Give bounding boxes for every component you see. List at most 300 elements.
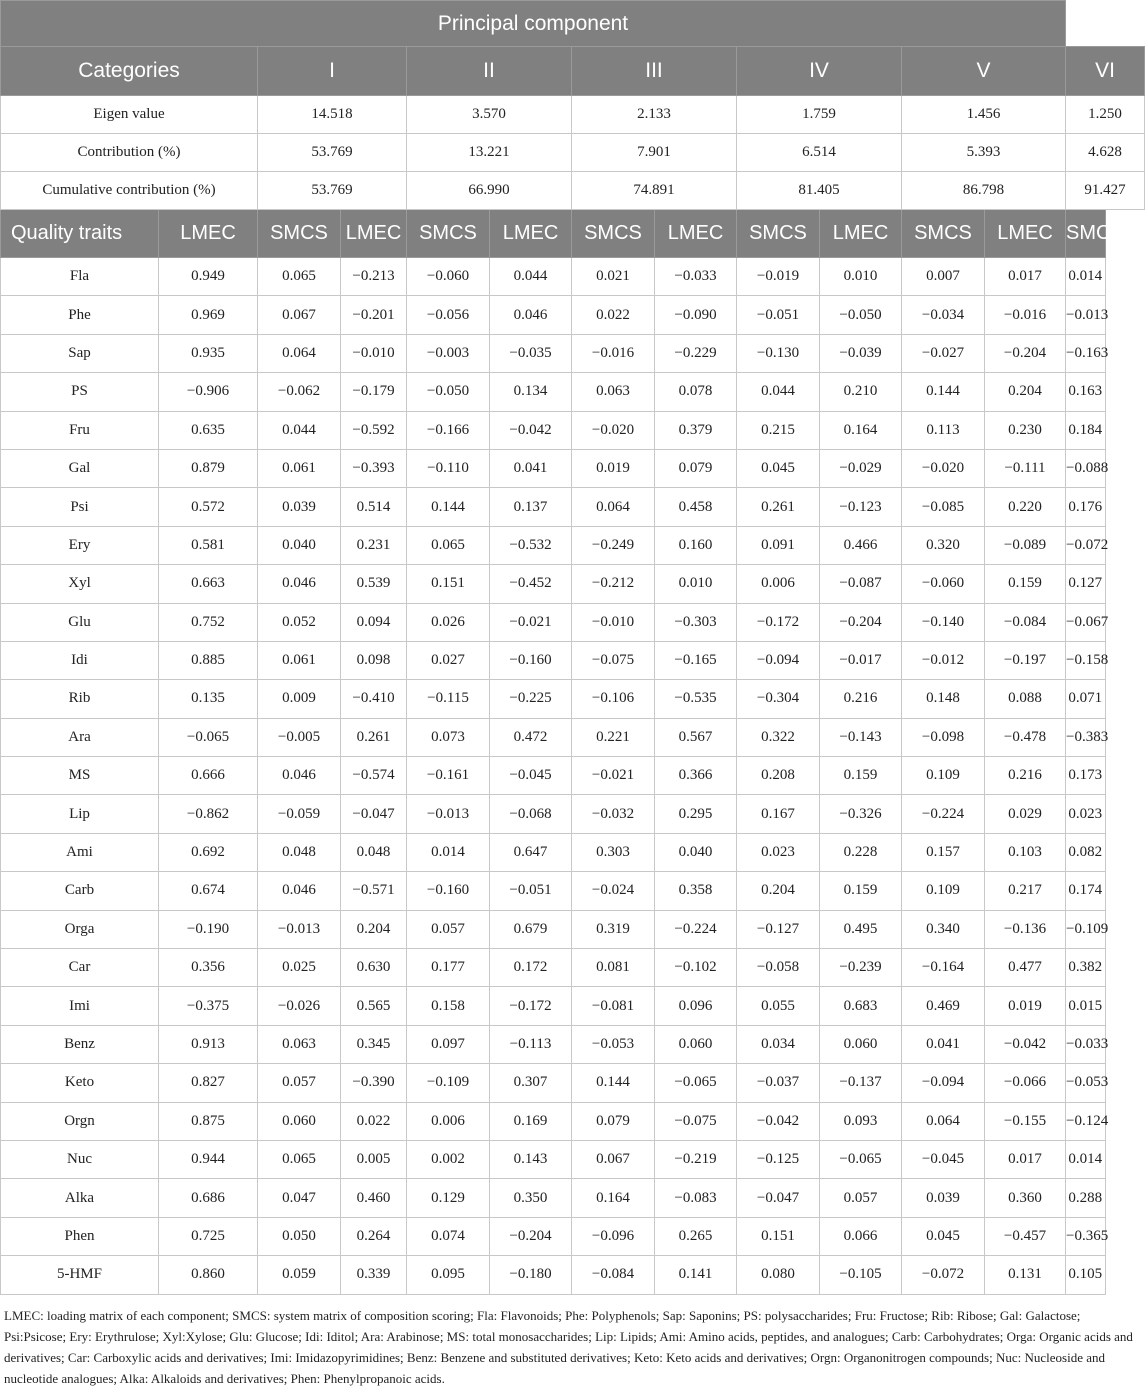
value-cell: 0.047 [258,1179,341,1217]
value-cell: 0.860 [159,1256,258,1294]
value-cell: −0.137 [820,1064,902,1102]
value-cell: 0.231 [341,526,407,564]
value-cell: −0.075 [655,1102,737,1140]
value-cell: −0.033 [1066,1025,1105,1063]
value-cell: 0.017 [985,258,1066,296]
summary-row [1,96,1145,134]
value-cell: 0.151 [737,1217,820,1255]
value-cell: 0.014 [407,833,490,871]
value-cell: 0.064 [572,488,655,526]
value-cell: 0.216 [820,680,902,718]
value-cell: 0.160 [655,526,737,564]
value-cell: 0.060 [655,1025,737,1063]
value-cell: −0.457 [985,1217,1066,1255]
sub-header-cell: LMEC [985,210,1066,258]
value-cell: 0.176 [1066,488,1105,526]
value-cell: −0.127 [737,910,820,948]
value-cell: 0.725 [159,1217,258,1255]
value-cell: −0.042 [985,1025,1066,1063]
value-cell: 0.827 [159,1064,258,1102]
value-cell: 0.204 [341,910,407,948]
trait-label: Ery [1,526,159,564]
value-cell: 0.173 [1066,757,1105,795]
value-cell: 0.635 [159,411,258,449]
value-cell: 0.029 [985,795,1066,833]
value-cell: 0.044 [490,258,572,296]
value-cell: −0.143 [820,718,902,756]
table-row [1,334,1145,372]
value-cell: −0.140 [902,603,985,641]
value-cell: 0.683 [820,987,902,1025]
summary-cell: 14.518 [258,96,407,134]
value-cell: −0.051 [737,296,820,334]
value-cell: −0.062 [258,373,341,411]
value-cell: 0.159 [985,565,1066,603]
value-cell: 0.163 [1066,373,1105,411]
value-cell: −0.066 [985,1064,1066,1102]
value-cell: 0.046 [258,872,341,910]
value-cell: 0.023 [1066,795,1105,833]
value-cell: −0.051 [490,872,572,910]
sub-header-cell: LMEC [159,210,258,258]
summary-cell: 13.221 [407,134,572,172]
trait-label: Ami [1,833,159,871]
summary-cell: 4.628 [1066,134,1145,172]
value-cell: 0.002 [407,1140,490,1178]
sub-header-row [1,210,1145,258]
value-cell: −0.039 [820,334,902,372]
value-cell: 0.169 [490,1102,572,1140]
trait-label: Lip [1,795,159,833]
value-cell: 0.065 [407,526,490,564]
value-cell: −0.067 [1066,603,1105,641]
trait-label: 5-HMF [1,1256,159,1294]
value-cell: 0.010 [820,258,902,296]
value-cell: 0.091 [737,526,820,564]
value-cell: 0.177 [407,949,490,987]
summary-cell: 2.133 [572,96,737,134]
trait-label: Gal [1,449,159,487]
trait-label: Phen [1,1217,159,1255]
value-cell: 0.060 [820,1025,902,1063]
value-cell: −0.180 [490,1256,572,1294]
value-cell: 0.565 [341,987,407,1025]
value-cell: −0.020 [902,449,985,487]
trait-label: MS [1,757,159,795]
value-cell: −0.060 [902,565,985,603]
value-cell: −0.065 [159,718,258,756]
value-cell: 0.319 [572,910,655,948]
value-cell: −0.172 [490,987,572,1025]
value-cell: 0.057 [258,1064,341,1102]
value-cell: 0.014 [1066,258,1105,296]
table-row [1,296,1145,334]
component-header: I [258,47,407,96]
summary-label: Contribution (%) [1,134,258,172]
trait-label: Carb [1,872,159,910]
summary-cell: 1.759 [737,96,902,134]
value-cell: 0.174 [1066,872,1105,910]
table-row [1,526,1145,564]
value-cell: 0.221 [572,718,655,756]
trait-label: Phe [1,296,159,334]
value-cell: −0.029 [820,449,902,487]
value-cell: −0.081 [572,987,655,1025]
value-cell: 0.044 [737,373,820,411]
value-cell: −0.058 [737,949,820,987]
value-cell: 0.009 [258,680,341,718]
value-cell: 0.159 [820,757,902,795]
trait-label: Benz [1,1025,159,1063]
table-row [1,1140,1145,1178]
value-cell: −0.571 [341,872,407,910]
value-cell: −0.034 [902,296,985,334]
value-cell: 0.144 [407,488,490,526]
value-cell: 0.350 [490,1179,572,1217]
sub-header-cell: SMCS [737,210,820,258]
value-cell: 0.057 [820,1179,902,1217]
value-cell: 0.663 [159,565,258,603]
value-cell: −0.532 [490,526,572,564]
value-cell: −0.155 [985,1102,1066,1140]
trait-label: Sap [1,334,159,372]
table-row [1,1025,1145,1063]
value-cell: 0.144 [572,1064,655,1102]
value-cell: −0.249 [572,526,655,564]
value-cell: 0.358 [655,872,737,910]
value-cell: 0.172 [490,949,572,987]
trait-label: Idi [1,641,159,679]
value-cell: 0.095 [407,1256,490,1294]
value-cell: −0.390 [341,1064,407,1102]
summary-cell: 5.393 [902,134,1066,172]
table-row [1,833,1145,871]
value-cell: 0.885 [159,641,258,679]
value-cell: 0.065 [258,258,341,296]
table-row [1,718,1145,756]
value-cell: −0.452 [490,565,572,603]
value-cell: 0.064 [902,1102,985,1140]
value-cell: 0.264 [341,1217,407,1255]
value-cell: −0.050 [820,296,902,334]
value-cell: 0.109 [902,757,985,795]
value-cell: 0.131 [985,1256,1066,1294]
value-cell: 0.039 [902,1179,985,1217]
value-cell: 0.159 [820,872,902,910]
value-cell: −0.065 [820,1140,902,1178]
value-cell: −0.042 [490,411,572,449]
value-cell: −0.115 [407,680,490,718]
trait-label: Car [1,949,159,987]
value-cell: 0.322 [737,718,820,756]
value-cell: 0.204 [985,373,1066,411]
trait-label: Rib [1,680,159,718]
value-cell: 0.572 [159,488,258,526]
summary-label: Cumulative contribution (%) [1,172,258,210]
value-cell: −0.229 [655,334,737,372]
value-cell: 0.134 [490,373,572,411]
component-header: II [407,47,572,96]
value-cell: −0.060 [407,258,490,296]
trait-label: Keto [1,1064,159,1102]
table-row [1,449,1145,487]
value-cell: 0.265 [655,1217,737,1255]
value-cell: 0.045 [902,1217,985,1255]
value-cell: −0.016 [985,296,1066,334]
value-cell: 0.039 [258,488,341,526]
value-cell: −0.020 [572,411,655,449]
value-cell: 0.129 [407,1179,490,1217]
value-cell: 0.061 [258,641,341,679]
trait-label: Orgn [1,1102,159,1140]
value-cell: 0.017 [985,1140,1066,1178]
sub-header-cell: LMEC [490,210,572,258]
value-cell: −0.045 [902,1140,985,1178]
value-cell: 0.184 [1066,411,1105,449]
value-cell: 0.059 [258,1256,341,1294]
value-cell: −0.110 [407,449,490,487]
value-cell: −0.111 [985,449,1066,487]
value-cell: −0.017 [820,641,902,679]
value-cell: 0.113 [902,411,985,449]
value-cell: −0.592 [341,411,407,449]
value-cell: 0.567 [655,718,737,756]
value-cell: 0.022 [572,296,655,334]
value-cell: −0.410 [341,680,407,718]
value-cell: 0.074 [407,1217,490,1255]
value-cell: 0.046 [490,296,572,334]
value-cell: 0.220 [985,488,1066,526]
value-cell: 0.079 [655,449,737,487]
value-cell: 0.081 [572,949,655,987]
sub-header-cell: LMEC [655,210,737,258]
value-cell: 0.041 [490,449,572,487]
table-row [1,1217,1145,1255]
value-cell: −0.478 [985,718,1066,756]
value-cell: 0.969 [159,296,258,334]
value-cell: 0.307 [490,1064,572,1102]
value-cell: −0.027 [902,334,985,372]
table-row [1,373,1145,411]
value-cell: 0.065 [258,1140,341,1178]
value-cell: 0.514 [341,488,407,526]
value-cell: 0.143 [490,1140,572,1178]
value-cell: 0.044 [258,411,341,449]
value-cell: 0.630 [341,949,407,987]
value-cell: 0.288 [1066,1179,1105,1217]
summary-cell: 7.901 [572,134,737,172]
value-cell: −0.021 [572,757,655,795]
value-cell: −0.024 [572,872,655,910]
value-cell: −0.123 [820,488,902,526]
summary-section [1,96,1145,210]
value-cell: 0.340 [902,910,985,948]
table-row [1,411,1145,449]
value-cell: 0.098 [341,641,407,679]
value-cell: 0.022 [341,1102,407,1140]
summary-cell: 66.990 [407,172,572,210]
value-cell: −0.113 [490,1025,572,1063]
value-cell: 0.048 [341,833,407,871]
value-cell: −0.158 [1066,641,1105,679]
value-cell: −0.065 [655,1064,737,1102]
value-cell: 0.148 [902,680,985,718]
value-cell: −0.574 [341,757,407,795]
component-header: IV [737,47,902,96]
sub-header-cell: SMCS [572,210,655,258]
value-cell: 0.949 [159,258,258,296]
value-cell: −0.096 [572,1217,655,1255]
table-row [1,910,1145,948]
value-cell: −0.085 [902,488,985,526]
value-cell: −0.164 [902,949,985,987]
value-cell: 0.045 [737,449,820,487]
value-cell: −0.010 [341,334,407,372]
value-cell: −0.105 [820,1256,902,1294]
value-cell: 0.082 [1066,833,1105,871]
table-row [1,641,1145,679]
value-cell: 0.666 [159,757,258,795]
table-footnote: LMEC: loading matrix of each component; SMCS: system matrix of composition scoring; Fla: Flavonoids; Phe: Polyphenols; Sap: Saponins; PS: polysaccharides; Fru: Fructose; Rib: Ribose; Gal: Galactose; Psi:Psicose; Ery: Erythrulose; Xyl:Xylose; Glu: Glucose; Idi: Iditol; Ara: Arabinose; MS: total monosaccharides; Lip: Lipids; Ami: Amino acids, peptides, and analogues; Carb: Carbohydrates; Orga: Organic acids and derivatives; Car: Carboxylic acids and derivatives; Imi: Imidazopyrimidines; Benz: Benzene and substituted derivatives; Keto: Keto acids and derivatives; Orgn: Organonitrogen compounds; Nuc: Nucleoside and nucleotide analogues; Alka: Alkaloids and derivatives; Phen: Phenylpropanoic acids. [4,1307,1133,1386]
value-cell: 0.034 [737,1025,820,1063]
value-cell: −0.053 [1066,1064,1105,1102]
value-cell: 0.066 [820,1217,902,1255]
summary-cell: 1.456 [902,96,1066,134]
value-cell: −0.045 [490,757,572,795]
trait-label: Fru [1,411,159,449]
value-cell: −0.035 [490,334,572,372]
value-cell: −0.047 [737,1179,820,1217]
summary-cell: 1.250 [1066,96,1145,134]
value-cell: −0.535 [655,680,737,718]
value-cell: −0.224 [655,910,737,948]
trait-label: Ara [1,718,159,756]
value-cell: 0.261 [341,718,407,756]
value-cell: 0.495 [820,910,902,948]
value-cell: 0.078 [655,373,737,411]
table-row [1,680,1145,718]
value-cell: 0.014 [1066,1140,1105,1178]
value-cell: −0.047 [341,795,407,833]
summary-cell: 91.427 [1066,172,1145,210]
value-cell: 0.127 [1066,565,1105,603]
summary-row [1,134,1145,172]
loadings-section [1,258,1145,1295]
trait-label: Nuc [1,1140,159,1178]
value-cell: −0.102 [655,949,737,987]
value-cell: −0.094 [737,641,820,679]
trait-label: Glu [1,603,159,641]
table-row [1,1256,1145,1294]
value-cell: −0.083 [655,1179,737,1217]
value-cell: 0.088 [985,680,1066,718]
value-cell: 0.025 [258,949,341,987]
value-cell: −0.197 [985,641,1066,679]
value-cell: −0.012 [902,641,985,679]
value-cell: 0.097 [407,1025,490,1063]
component-header: III [572,47,737,96]
value-cell: −0.084 [985,603,1066,641]
value-cell: 0.379 [655,411,737,449]
value-cell: 0.006 [737,565,820,603]
value-cell: 0.360 [985,1179,1066,1217]
value-cell: 0.135 [159,680,258,718]
categories-header: Categories [1,47,258,96]
value-cell: −0.088 [1066,449,1105,487]
value-cell: −0.005 [258,718,341,756]
value-cell: −0.179 [341,373,407,411]
trait-label: PS [1,373,159,411]
value-cell: 0.027 [407,641,490,679]
value-cell: −0.204 [490,1217,572,1255]
value-cell: 0.019 [572,449,655,487]
value-cell: 0.019 [985,987,1066,1025]
value-cell: 0.046 [258,565,341,603]
table-row [1,757,1145,795]
value-cell: −0.201 [341,296,407,334]
value-cell: −0.304 [737,680,820,718]
value-cell: −0.068 [490,795,572,833]
value-cell: 0.010 [655,565,737,603]
sub-header-cell: SMCS [407,210,490,258]
value-cell: −0.050 [407,373,490,411]
value-cell: −0.056 [407,296,490,334]
value-cell: −0.204 [985,334,1066,372]
value-cell: 0.935 [159,334,258,372]
value-cell: 0.164 [820,411,902,449]
trait-label: Xyl [1,565,159,603]
value-cell: −0.109 [1066,910,1105,948]
value-cell: 0.007 [902,258,985,296]
value-cell: −0.326 [820,795,902,833]
value-cell: 0.164 [572,1179,655,1217]
value-cell: −0.219 [655,1140,737,1178]
component-header: VI [1066,47,1145,96]
value-cell: −0.098 [902,718,985,756]
value-cell: 0.144 [902,373,985,411]
value-cell: −0.383 [1066,718,1105,756]
table-title: Principal component [1,1,1066,47]
value-cell: 0.021 [572,258,655,296]
value-cell: 0.339 [341,1256,407,1294]
summary-cell: 3.570 [407,96,572,134]
value-cell: 0.944 [159,1140,258,1178]
value-cell: 0.064 [258,334,341,372]
value-cell: 0.230 [985,411,1066,449]
value-cell: 0.686 [159,1179,258,1217]
value-cell: 0.539 [341,565,407,603]
value-cell: 0.080 [737,1256,820,1294]
value-cell: 0.303 [572,833,655,871]
value-cell: 0.103 [985,833,1066,871]
value-cell: −0.019 [737,258,820,296]
trait-label: Orga [1,910,159,948]
value-cell: 0.157 [902,833,985,871]
value-cell: −0.239 [820,949,902,987]
value-cell: −0.212 [572,565,655,603]
value-cell: −0.190 [159,910,258,948]
value-cell: −0.106 [572,680,655,718]
quality-traits-header: Quality traits [1,210,159,258]
value-cell: −0.013 [407,795,490,833]
value-cell: 0.210 [820,373,902,411]
value-cell: 0.060 [258,1102,341,1140]
table-row [1,1179,1145,1217]
value-cell: −0.010 [572,603,655,641]
value-cell: −0.224 [902,795,985,833]
summary-cell: 6.514 [737,134,902,172]
value-cell: 0.023 [737,833,820,871]
